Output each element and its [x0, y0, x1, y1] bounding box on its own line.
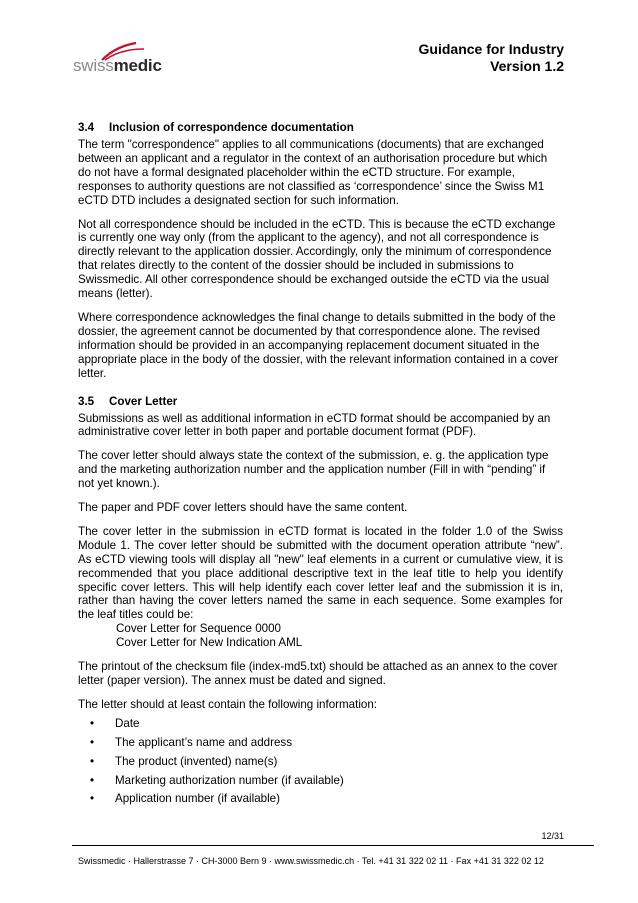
header-title: Guidance for Industry: [418, 41, 564, 57]
example-leaf-title: Cover Letter for New Indication AML: [116, 636, 303, 650]
list-item: [78, 736, 563, 750]
list-item-text: Marketing authorization number (if available): [115, 773, 344, 787]
list-item: [78, 717, 563, 731]
page-content: [78, 121, 563, 811]
logo-wordmark: [73, 56, 162, 76]
example-leaf-title: Cover Letter for Sequence 0000: [116, 622, 281, 636]
paragraph: The cover letter should always state the context of the submission, e. g. the application type and the marketing authorization number and the application number (Fill in with “pending” if not yet known.).: [78, 449, 549, 491]
paragraph: The paper and PDF cover letters should have the same content.: [78, 501, 408, 515]
swissmedic-logo: [72, 38, 167, 78]
list-item: [78, 755, 563, 769]
paragraph: Submissions as well as additional information in eCTD format should be accompanied by an administrative cover letter in both paper and portable document format (PDF).: [78, 411, 551, 439]
section-heading-3-5: [78, 395, 563, 409]
list-item-text: The applicant’s name and address: [115, 735, 293, 749]
paragraph: Not all correspondence should be included in the eCTD. This is because the eCTD exchange is currently one way only (from the applicant to the agency), and not all correspondence is directly relevant to the application dossier. Accordingly, only the minimum of correspondence that relates directly to the content of the dossier should be included in submissions to Swissmedic. All other correspondence should be exchanged outside the eCTD via the usual means (letter).: [78, 217, 556, 301]
paragraph: Where correspondence acknowledges the final change to details submitted in the body of the dossier, the agreement cannot be documented by that correspondence alone. The revised information should be provided in an accompanying replacement document situated in the appropriate place in the body of the dossier, with the relevant information contained in a cover letter.: [78, 310, 559, 380]
list-item: [78, 774, 563, 788]
logo-medic: medic: [113, 56, 162, 75]
bullet-icon: •: [90, 716, 95, 730]
section-title: Inclusion of correspondence documentation: [109, 121, 354, 134]
bullet-icon: •: [90, 754, 95, 768]
section-number: 3.4: [78, 121, 95, 134]
document-header: [419, 41, 564, 75]
paragraph: The letter should at least contain the following information:: [78, 697, 378, 711]
footer-divider: [72, 845, 594, 846]
bullet-icon: •: [90, 773, 95, 787]
list-item: [78, 792, 563, 806]
bullet-icon: •: [90, 792, 95, 806]
logo-swiss: swiss: [73, 56, 114, 75]
list-item-text: Application number (if available): [115, 792, 280, 806]
page-footer: Swissmedic · Hallerstrasse 7 · CH-3000 Bern 9 · www.swissmedic.ch · Tel. +41 31 322 02 11 · Fax +41 31 322 02 12: [78, 856, 544, 866]
paragraph: [78, 525, 563, 650]
section-title: Cover Letter: [109, 394, 178, 408]
paragraph: The term "correspondence" applies to all communications (documents) that are exchanged between an applicant and a regulator in the context of an authorisation procedure but which do not have a formal designated placeholder within the eCTD structure. For example, responses to authority questions are not classified as ‘correspondence’ since the Swiss M1 eCTD DTD includes a designated section for such information.: [78, 138, 548, 207]
section-number: 3.5: [78, 394, 95, 408]
section-heading-3-4: [78, 121, 563, 135]
header-version: Version 1.2: [490, 58, 564, 74]
required-info-list: [78, 717, 563, 807]
list-item-text: The product (invented) name(s): [115, 754, 278, 768]
list-item-text: Date: [115, 716, 140, 730]
bullet-icon: •: [90, 735, 95, 749]
paragraph: The printout of the checksum file (index-md5.txt) should be attached as an annex to the cover letter (paper version). The annex must be dated and signed.: [78, 660, 558, 687]
page-number: 12/31: [541, 831, 564, 841]
paragraph-text: The cover letter in the submission in eCTD format is located in the folder 1.0 of the Swiss Module 1. The cover letter should be submitted with the document operation attribute “new”. As eCTD viewing tools will display all "new" leaf elements in a current or cumulative view, it is recommended that you place additional descriptive text in the leaf title to help you identify specific cover letters. This will help identify each cover letter leaf and the submission it is in, rather than having the cover letters named the same in each sequence. Some examples for the leaf titles could be:: [78, 524, 563, 622]
